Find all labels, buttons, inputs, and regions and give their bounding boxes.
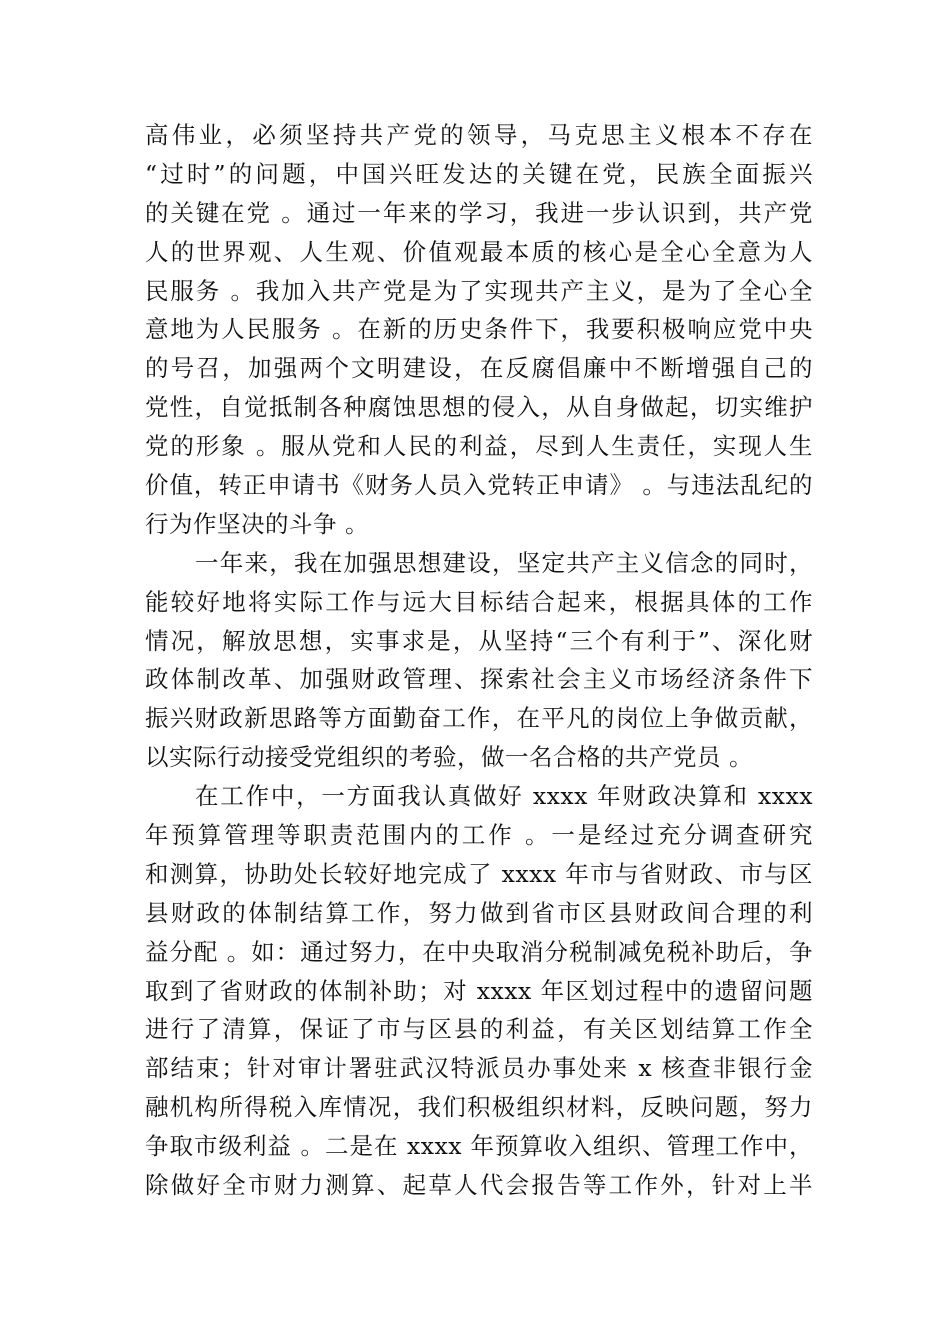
text-line: 取到了省财政的体制补助；对 xxxx 年区划过程中的遗留问题 <box>145 976 813 1005</box>
text-line: 意地为人民服务 。在新的历史条件下，我要积极响应党中央 <box>145 315 813 344</box>
text-line: 党性，自觉抵制各种腐蚀思想的侵入，从自身做起，切实维护 <box>145 393 813 422</box>
text-line: 政体制改革、加强财政管理、探索社会主义市场经济条件下 <box>145 665 813 694</box>
text-line: 行为作坚决的斗争 。 <box>145 509 369 538</box>
text-line: “过时”的问题，中国兴旺发达的关键在党，民族全面振兴 <box>145 159 813 188</box>
text-line: 年预算管理等职责范围内的工作 。一是经过充分调查研究 <box>145 821 813 850</box>
text-line: 进行了清算，保证了市与区县的利益，有关区划结算工作全 <box>145 1015 813 1044</box>
text-line: 益分配 。如：通过努力，在中央取消分税制减免税补助后，争 <box>145 937 813 966</box>
text-line: 民服务 。我加入共产党是为了实现共产主义，是为了全心全 <box>145 276 813 305</box>
text-line: 融机构所得税入库情况，我们积极组织材料，反映问题，努力 <box>145 1093 813 1122</box>
text-line: 党的形象 。服从党和人民的利益，尽到人生责任，实现人生 <box>145 432 813 461</box>
text-line: 争取市级利益 。二是在 xxxx 年预算收入组织、管理工作中， <box>145 1132 813 1161</box>
text-line: 振兴财政新思路等方面勤奋工作，在平凡的岗位上争做贡献， <box>145 704 813 733</box>
text-line: 以实际行动接受党组织的考验，做一名合格的共产党员 。 <box>145 743 753 772</box>
paragraph-first-line: 在工作中，一方面我认真做好 xxxx 年财政决算和 xxxx <box>195 782 813 811</box>
text-line: 的号召，加强两个文明建设，在反腐倡廉中不断增强自己的 <box>145 354 813 383</box>
text-line: 人的世界观、人生观、价值观最本质的核心是全心全意为人 <box>145 237 813 266</box>
text-line: 县财政的体制结算工作，努力做到省市区县财政间合理的利 <box>145 898 813 927</box>
text-line: 除做好全市财力测算、起草人代会报告等工作外，针对上半 <box>145 1171 813 1200</box>
text-line: 情况，解放思想，实事求是，从坚持“三个有利于”、深化财 <box>145 626 813 655</box>
paragraph-first-line: 一年来，我在加强思想建设，坚定共产主义信念的同时， <box>195 548 813 577</box>
body-text <box>145 116 813 1205</box>
text-line: 价值，转正申请书《财务人员入党转正申请》 。与违法乱纪的 <box>145 471 813 500</box>
text-line: 能较好地将实际工作与远大目标结合起来，根据具体的工作 <box>145 587 813 616</box>
text-line: 的关键在党 。通过一年来的学习，我进一步认识到，共产党 <box>145 198 813 227</box>
text-line: 高伟业，必须坚持共产党的领导，马克思主义根本不存在 <box>145 121 813 149</box>
text-line: 部结束；针对审计署驻武汉特派员办事处来 x 核查非银行金 <box>145 1054 813 1083</box>
text-line: 和测算，协助处长较好地完成了 xxxx 年市与省财政、市与区 <box>145 859 813 888</box>
